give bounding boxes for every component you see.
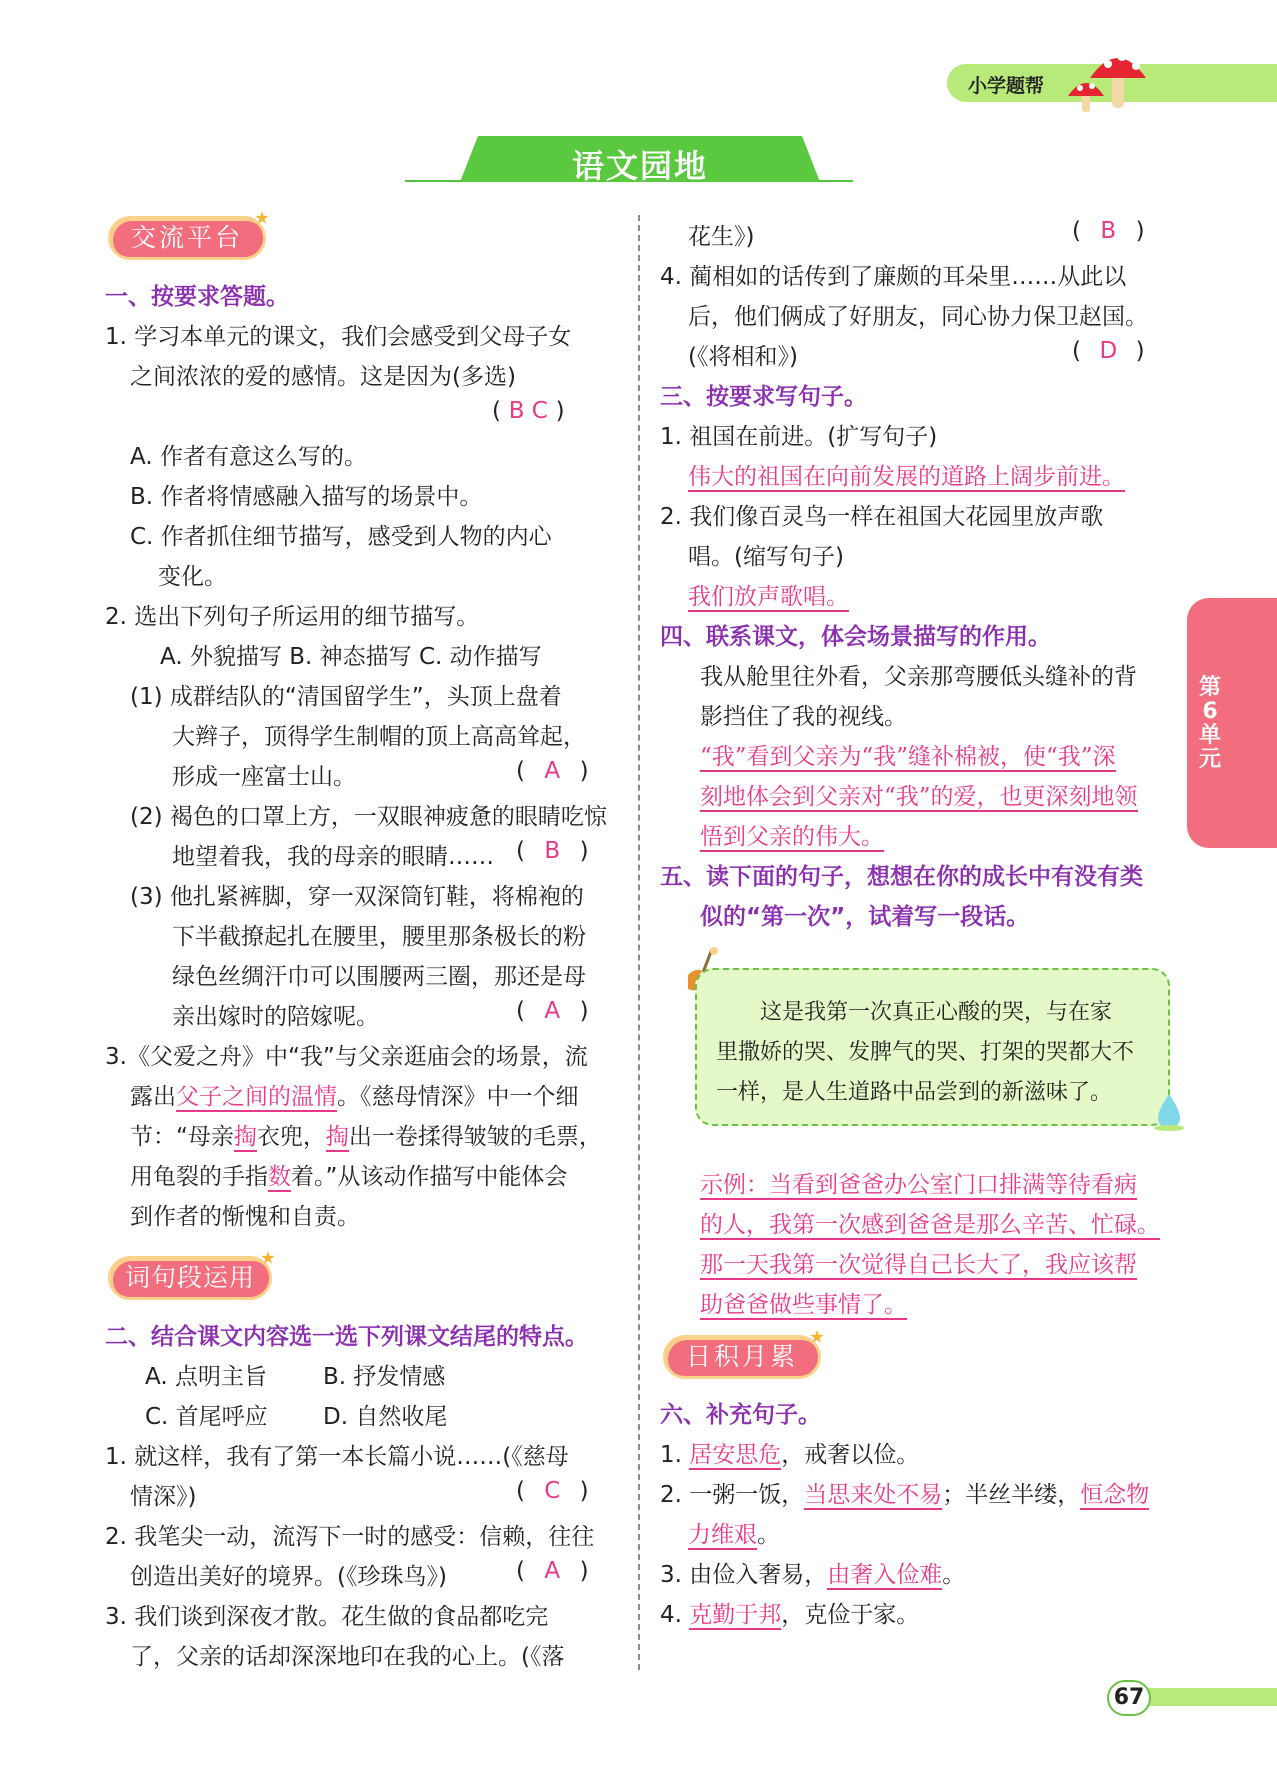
q3-answer2: 我们放声歌唱。 — [688, 584, 849, 610]
note-line1: 这是我第一次真正心酸的哭，与在家 — [760, 1000, 1113, 1025]
q2-option-d: D. 自然收尾 — [323, 1404, 448, 1430]
q1-item2-line1: 2. 选出下列句子所运用的细节描写。 — [105, 604, 480, 630]
q1-item3-line2: 露出父子之间的温情。《慈母情深》中一个细 — [130, 1084, 579, 1110]
question-heading-5-cont: 似的“第一次”，试着写一段话。 — [700, 904, 1030, 930]
q3-item2-line2: 唱。(缩写句子) — [688, 544, 844, 570]
question-heading-3: 三、按要求写句子。 — [660, 384, 867, 410]
q6-item2-line2: 力维艰。 — [688, 1522, 780, 1548]
q5-answer-line4: 助爸爸做些事情了。 — [700, 1292, 907, 1318]
q5-answer-line2: 的人，我第一次感到爸爸是那么辛苦、忙碌。 — [700, 1212, 1160, 1238]
q2-item4-line2: 后，他们俩成了好朋友，同心协力保卫赵国。 — [688, 304, 1148, 330]
page-number: 67 — [1107, 1680, 1151, 1716]
q1-s1-line3: 形成一座富士山。 — [172, 764, 356, 790]
answer-value: A — [544, 758, 561, 784]
note-line3: 一样，是人生道路中品尝到的新滋味了。 — [716, 1080, 1113, 1105]
column-divider — [638, 215, 640, 1670]
question-heading-6: 六、补充句子。 — [660, 1402, 821, 1428]
answer-value: B — [1100, 218, 1117, 244]
answer-bracket: ( C ) — [516, 1478, 589, 1504]
marked-word: 数 — [268, 1164, 291, 1190]
answer-bracket: ( B ) — [1072, 218, 1145, 244]
q1-s2-line1: (2) 褐色的口罩上方，一双眼神疲惫的眼睛吃惊 — [130, 804, 607, 830]
q2-item3-line2: 了，父亲的话却深深地印在我的心上。(《落 — [130, 1644, 565, 1670]
question-heading-5: 五、读下面的句子，想想在你的成长中有没有类 — [660, 864, 1143, 890]
note-line2: 里撒娇的哭、发脾气的哭、打架的哭都大不 — [716, 1040, 1135, 1065]
question-heading-1: 一、按要求答题。 — [105, 284, 289, 310]
q1-item3-line4: 用龟裂的手指数着。”从该动作描写中能体会 — [130, 1164, 568, 1190]
answer-bracket: ( B ) — [516, 838, 589, 864]
q1-option-c-line1: C. 作者抓住细节描写，感受到人物的内心 — [130, 524, 552, 550]
q4-line2: 影挡住了我的视线。 — [700, 704, 907, 730]
section-badge-exchange: 交流平台 — [108, 216, 266, 260]
q1-s3-line3: 绿色丝绸汗巾可以围腰两三圈，那还是母 — [172, 964, 586, 990]
answer-bracket: ( B C ) — [492, 398, 565, 424]
q2-item2-line2: 创造出美好的境界。(《珍珠鸟》) — [130, 1564, 447, 1590]
answer-value: A — [544, 1558, 561, 1584]
answer-value: A — [544, 998, 561, 1024]
q2-item1-line2: 情深》) — [130, 1484, 197, 1510]
fill-answer: 父子之间的温情 — [176, 1084, 337, 1110]
q3-answer1: 伟大的祖国在向前发展的道路上阔步前进。 — [688, 464, 1125, 490]
answer-bracket: ( A ) — [516, 758, 589, 784]
q4-line1: 我从舱里往外看，父亲那弯腰低头缝补的背 — [700, 664, 1137, 690]
q2-item2-line1: 2. 我笔尖一动，流泻下一时的感受：信赖，往往 — [105, 1524, 595, 1550]
answer-bracket: ( A ) — [516, 998, 589, 1024]
q1-item3-line1: 3.《父爱之舟》中“我”与父亲逛庙会的场景，流 — [105, 1044, 588, 1070]
section-badge-words: 词句段运用 — [108, 1256, 272, 1300]
section-badge-daily: 日积月累 — [663, 1335, 821, 1379]
q1-s2-line2: 地望着我，我的母亲的眼睛…… — [172, 844, 494, 870]
answer-value: B C — [508, 398, 548, 424]
answer-bracket: ( D ) — [1072, 338, 1145, 364]
q6-item4: 4. 克勤于邦，克俭于家。 — [660, 1602, 920, 1628]
answer-bracket: ( A ) — [516, 1558, 589, 1584]
q2-option-c: C. 首尾呼应 — [145, 1404, 268, 1430]
q2-item3-line1: 3. 我们谈到深夜才散。花生做的食品都吃完 — [105, 1604, 549, 1630]
q3-item2-line1: 2. 我们像百灵鸟一样在祖国大花园里放声歌 — [660, 504, 1104, 530]
answer-value: D — [1099, 338, 1118, 364]
q1-s1-line1: (1) 成群结队的“清国留学生”，头顶上盘着 — [130, 684, 562, 710]
unit-label: 第6单元 — [1199, 675, 1222, 772]
q3-item1: 1. 祖国在前进。(扩写句子) — [660, 424, 938, 450]
q2-item3-line3: 花生》) — [688, 224, 755, 250]
marked-word: 掏 — [325, 1124, 349, 1150]
mushroom-icon — [1060, 44, 1150, 116]
q2-item4-line3: (《将相和》) — [688, 344, 798, 370]
q1-s1-line2: 大辫子，顶得学生制帽的顶上高高耸起， — [172, 724, 586, 750]
page-title: 语文园地 — [571, 147, 708, 185]
q4-answer-line3: 悟到父亲的伟大。 — [700, 824, 884, 850]
q4-answer-line1: “我”看到父亲为“我”缝补棉被，使“我”深 — [700, 744, 1116, 770]
q1-item1-line1: 1. 学习本单元的课文，我们会感受到父母子女 — [105, 324, 572, 350]
q2-item4-line1: 4. 蔺相如的话传到了廉颇的耳朵里……从此以 — [660, 264, 1127, 290]
q1-s3-line4: 亲出嫁时的陪嫁呢。 — [172, 1004, 379, 1030]
water-drop-icon — [1150, 1090, 1188, 1132]
answer-value: B — [544, 838, 561, 864]
q5-answer-line1: 示例：当看到爸爸办公室门口排满等待看病 — [700, 1172, 1137, 1198]
q1-option-c-line2: 变化。 — [158, 564, 227, 590]
q1-item1-line2: 之间浓浓的爱的感情。这是因为(多选) — [130, 364, 516, 390]
question-heading-2: 二、结合课文内容选一选下列课文结尾的特点。 — [105, 1324, 588, 1350]
q6-item3: 3. 由俭入奢易，由奢入俭难。 — [660, 1562, 966, 1588]
q1-item2-options: A. 外貌描写 B. 神态描写 C. 动作描写 — [160, 644, 542, 670]
q1-item3-line3: 节：“母亲掏衣兜，掏出一卷揉得皱皱的毛票， — [130, 1124, 602, 1150]
q5-answer-line3: 那一天我第一次觉得自己长大了，我应该帮 — [700, 1252, 1137, 1278]
q4-answer-line2: 刻地体会到父亲对“我”的爱，也更深刻地领 — [700, 784, 1138, 810]
q1-option-a: A. 作者有意这么写的。 — [130, 444, 367, 470]
question-heading-4: 四、联系课文，体会场景描写的作用。 — [660, 624, 1051, 650]
q6-item1: 1. 居安思危，戒奢以俭。 — [660, 1442, 920, 1468]
answer-value: C — [544, 1478, 561, 1504]
marked-word: 掏 — [233, 1124, 257, 1150]
q2-item1-line1: 1. 就这样，我有了第一本长篇小说……(《慈母 — [105, 1444, 569, 1470]
q1-s3-line2: 下半截撩起扎在腰里，腰里那条极长的粉 — [172, 924, 586, 950]
q1-option-b: B. 作者将情感融入描写的场景中。 — [130, 484, 483, 510]
q1-s3-line1: (3) 他扎紧裤脚，穿一双深筒钉鞋，将棉袍的 — [130, 884, 584, 910]
q2-option-a: A. 点明主旨 — [145, 1364, 267, 1390]
brand-label: 小学题帮 — [968, 75, 1045, 97]
q2-option-b: B. 抒发情感 — [323, 1364, 446, 1390]
q6-item2-line1: 2. 一粥一饭，当思来处不易；半丝半缕，恒念物 — [660, 1482, 1150, 1508]
q1-item3-line5: 到作者的惭愧和自责。 — [130, 1204, 360, 1230]
